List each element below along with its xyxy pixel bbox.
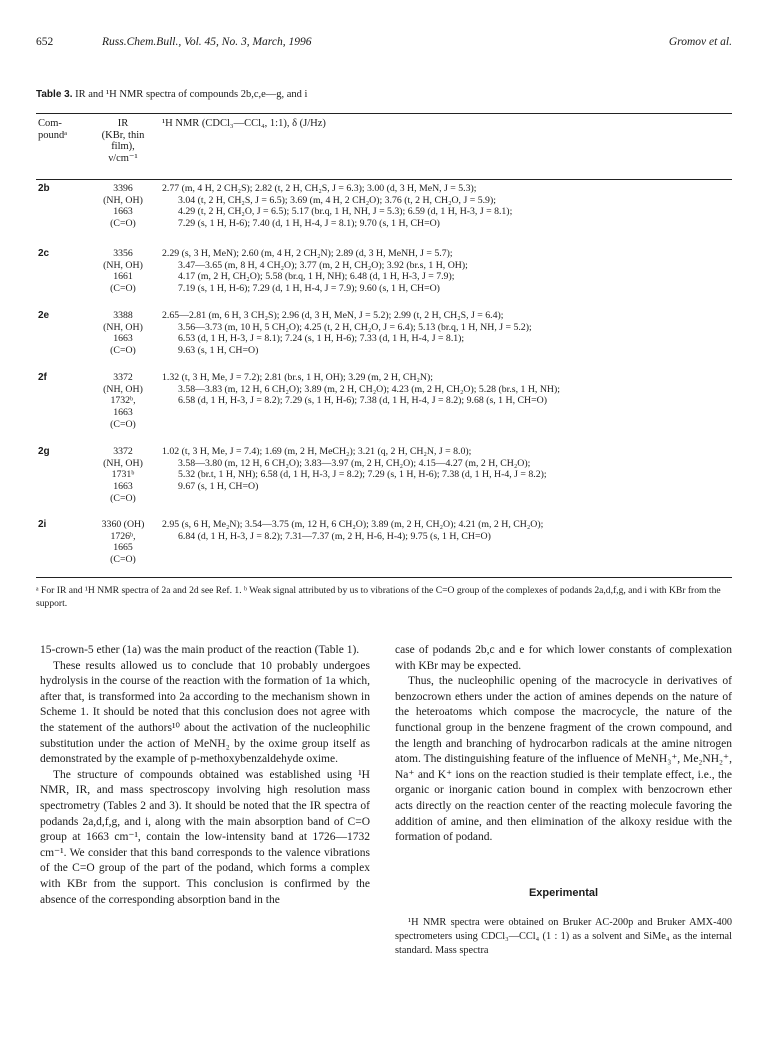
compound-id: 2e (38, 310, 50, 321)
paragraph: Thus, the nucleophilic opening of the macrocycle in derivatives of benzocrown ethers under the action of amines depends on the nature of the heteroatoms which compose the macrocycle, the nature of the functional group in the benzene fragment of the crown compound, and the length and branching of hydrocarbon radicals at the amine nitrogen atom. The distinguishing feature of the influence of MeNH₃⁺, Me₂NH₂⁺, Na⁺ and K⁺ ions on the reaction studied is their template effect, i.e., the organic or inorganic cation bound in complex with benzocrown ether acts directly on the reaction center of the reacting molecule favoring the addition of amine, and then elimination of the alkoxy residue with the formation of podand. (395, 675, 732, 844)
page-number: 652 (36, 36, 54, 48)
table-title: IR and ¹H NMR spectra of compounds 2b,c,e—g, and i (75, 89, 308, 100)
nmr-cell: 2.95 (s, 6 H, Me₂N); 3.54—3.75 (m, 12 H, 6 CH₂O); 3.89 (m, 2 H, CH₂O); 4.21 (m, 2 H, CH₂O); 6.84 (d, 1 H, H-3, J = 8.2); 7.31—7.37 (m, 2 H, H-6, H-4); 9.75 (s, 1 H, CH=O) (162, 519, 544, 542)
paragraph: case of podands 2b,c and e for which lower constants of complexation with KBr may be expected. (395, 644, 732, 672)
nmr-cell: 2.29 (s, 3 H, MeN); 2.60 (m, 4 H, 2 CH₂N); 2.89 (d, 3 H, MeNH, J = 5.7); 3.47—3.65 (m, 8 H, 4 CH₂O); 3.77 (m, 2 H, CH₂O); 3.92 (br.s, 1 H, OH); 4.17 (m, 2 H, CH₂O); 5.58 (br.q, 1 H, NH); 6.48 (d, 1 H, H-3, J = 7.9); 7.19 (s, 1 H, H-6); 7.29 (d, 1 H, H-4, J = 7.9); 9.60 (s, 1 H, CH=O) (162, 248, 468, 295)
ir-cell: 3360 (OH) 1726ᵇ, 1665 (C=O) (101, 519, 145, 566)
nmr-cell: 1.02 (t, 3 H, Me, J = 7.4); 1.69 (m, 2 H, MeCH₂); 3.21 (q, 2 H, CH₂N, J = 8.0); 3.58—3.80 (m, 12 H, 6 CH₂O); 3.83—3.97 (m, 2 H, CH₂O); 4.15—4.27 (m, 2 H, CH₂O); 5.32 (br.t, 1 H, NH); 6.58 (d, 1 H, H-3, J = 8.2); 7.29 (s, 1 H, H-6); 7.38 (d, 1 H, H-4, J = 8.2); 9.67 (s, 1 H, CH=O) (162, 446, 547, 493)
paragraph: 15-crown-5 ether (1a) was the main product of the reaction (Table 1). (40, 644, 360, 656)
nmr-cell: 1.32 (t, 3 H, Me, J = 7.2); 2.81 (br.s, 1 H, OH); 3.29 (m, 2 H, CH₂N); 3.58—3.83 (m, 12 H, 6 CH₂O); 3.89 (m, 2 H, CH₂O); 4.23 (m, 2 H, CH₂O); 5.28 (br.s, 1 H, NH); 6.58 (d, 1 H, H-3, J = 8.2); 7.29 (s, 1 H, H-6); 7.38 (d, 1 H, H-4, J = 8.2); 9.68 (s, 1 H, CH=O) (162, 372, 560, 407)
table-footnote: ᵃ For IR and ¹H NMR spectra of 2a and 2d see Ref. 1. ᵇ Weak signal attributed by us to vibrations of the C=O group of the complexes of podands 2a,d,f,g, and i with KBr from the support. (36, 585, 721, 609)
running-authors: Gromov et al. (668, 36, 732, 48)
compound-id: 2i (38, 519, 47, 530)
compound-id: 2b (38, 183, 50, 194)
ir-cell: 3388 (NH, OH) 1663 (C=O) (103, 310, 143, 357)
ir-cell: 3356 (NH, OH) 1661 (C=O) (103, 248, 143, 295)
nmr-cell: 2.77 (m, 4 H, 2 CH₂S); 2.82 (t, 2 H, CH₂S, J = 6.3); 3.00 (d, 3 H, MeN, J = 5.3); 3.04 (t, 2 H, CH₂S, J = 6.5); 3.69 (m, 4 H, 2 CH₂O); 3.76 (t, 2 H, CH₂O, J = 5.9); 4.29 (t, 2 H, CH₂O, J = 6.5); 5.17 (br.q, 1 H, NH, J = 5.3); 6.59 (d, 1 H, H-3, J = 8.1); 7.29 (s, 1 H, H-6); 7.40 (d, 1 H, H-4, J = 8.1); 9.70 (s, 1 H, CH=O) (162, 183, 513, 230)
journal-citation: Russ.Chem.Bull., Vol. 45, No. 3, March, 1996 (102, 36, 312, 48)
paragraph: The structure of compounds obtained was established using ¹H NMR, IR, and mass spectroscopy involving high resolution mass spectrometry (Tables 2 and 3). It should be noted that the IR spectra of podands 2a,d,f,g, and i, along with the main absorption band of C=O group at 1663 cm⁻¹, contain the low-intensity band at 1726—1732 cm⁻¹. We consider that this band corresponds to the valence vibrations of the C=O group of the part of the podand, which forms a complex with KBr from the support. This conclusion is confirmed by the absence of the corresponding absorption band in the (40, 768, 370, 906)
compound-id: 2g (38, 446, 50, 457)
right-text-column (395, 643, 732, 846)
table-bottom-rule (36, 577, 732, 578)
section-heading-experimental: Experimental (528, 887, 599, 899)
col-header-ir: IR (KBr, thin film), ν/cm⁻¹ (101, 118, 145, 164)
compound-id: 2f (38, 372, 47, 383)
col-header-compound: Com- poundᵃ (38, 118, 68, 141)
col-header-nmr: ¹H NMR (CDCl₃—CCl₄, 1:1), δ (J/Hz) (162, 118, 326, 129)
nmr-cell: 2.65—2.81 (m, 6 H, 3 CH₂S); 2.96 (d, 3 H, MeN, J = 5.2); 2.99 (t, 2 H, CH₂S, J = 6.4); 3.56—3.73 (m, 10 H, 5 CH₂O); 4.25 (t, 2 H, CH₂O, J = 6.4); 5.13 (br.q, 1 H, NH, J = 5.2); 6.53 (d, 1 H, H-3, J = 8.1); 7.24 (s, 1 H, H-6); 7.33 (d, 1 H, H-4, J = 8.1); 9.63 (s, 1 H, CH=O) (162, 310, 532, 357)
ir-cell: 3396 (NH, OH) 1663 (C=O) (103, 183, 143, 230)
ir-cell: 3372 (NH, OH) 1732ᵇ, 1663 (C=O) (103, 372, 143, 430)
ir-cell: 3372 (NH, OH) 1731ᵇ 1663 (C=O) (103, 446, 143, 504)
running-head (36, 36, 732, 54)
experimental-text (395, 916, 732, 959)
left-text-column (40, 643, 370, 908)
table-top-rule (36, 113, 732, 114)
compound-id: 2c (38, 248, 50, 259)
table-header-rule (36, 179, 732, 180)
paragraph: ¹H NMR spectra were obtained on Bruker AC-200p and Bruker AMX-400 spectrometers using CDCl₃—CCl₄ (1 : 1) as a solvent and SiMe₄ as the internal standard. Mass spectra (395, 917, 732, 957)
table-label: Table 3. (36, 89, 73, 100)
paragraph: These results allowed us to conclude that 10 probably undergoes hydrolysis in the course of the reaction with the formation of 1a which, after that, is transformed into 2a according to the mechanism shown in Scheme 1. It should be noted that this conclusion does not agree with the statement of the authors¹⁰ about the activation of the nucleophilic substitution under the action of MeNH₂ by the oxime group itself as demonstrated by the example of p-methoxybenzaldehyde oxime. (40, 659, 370, 766)
table-caption (36, 89, 732, 100)
